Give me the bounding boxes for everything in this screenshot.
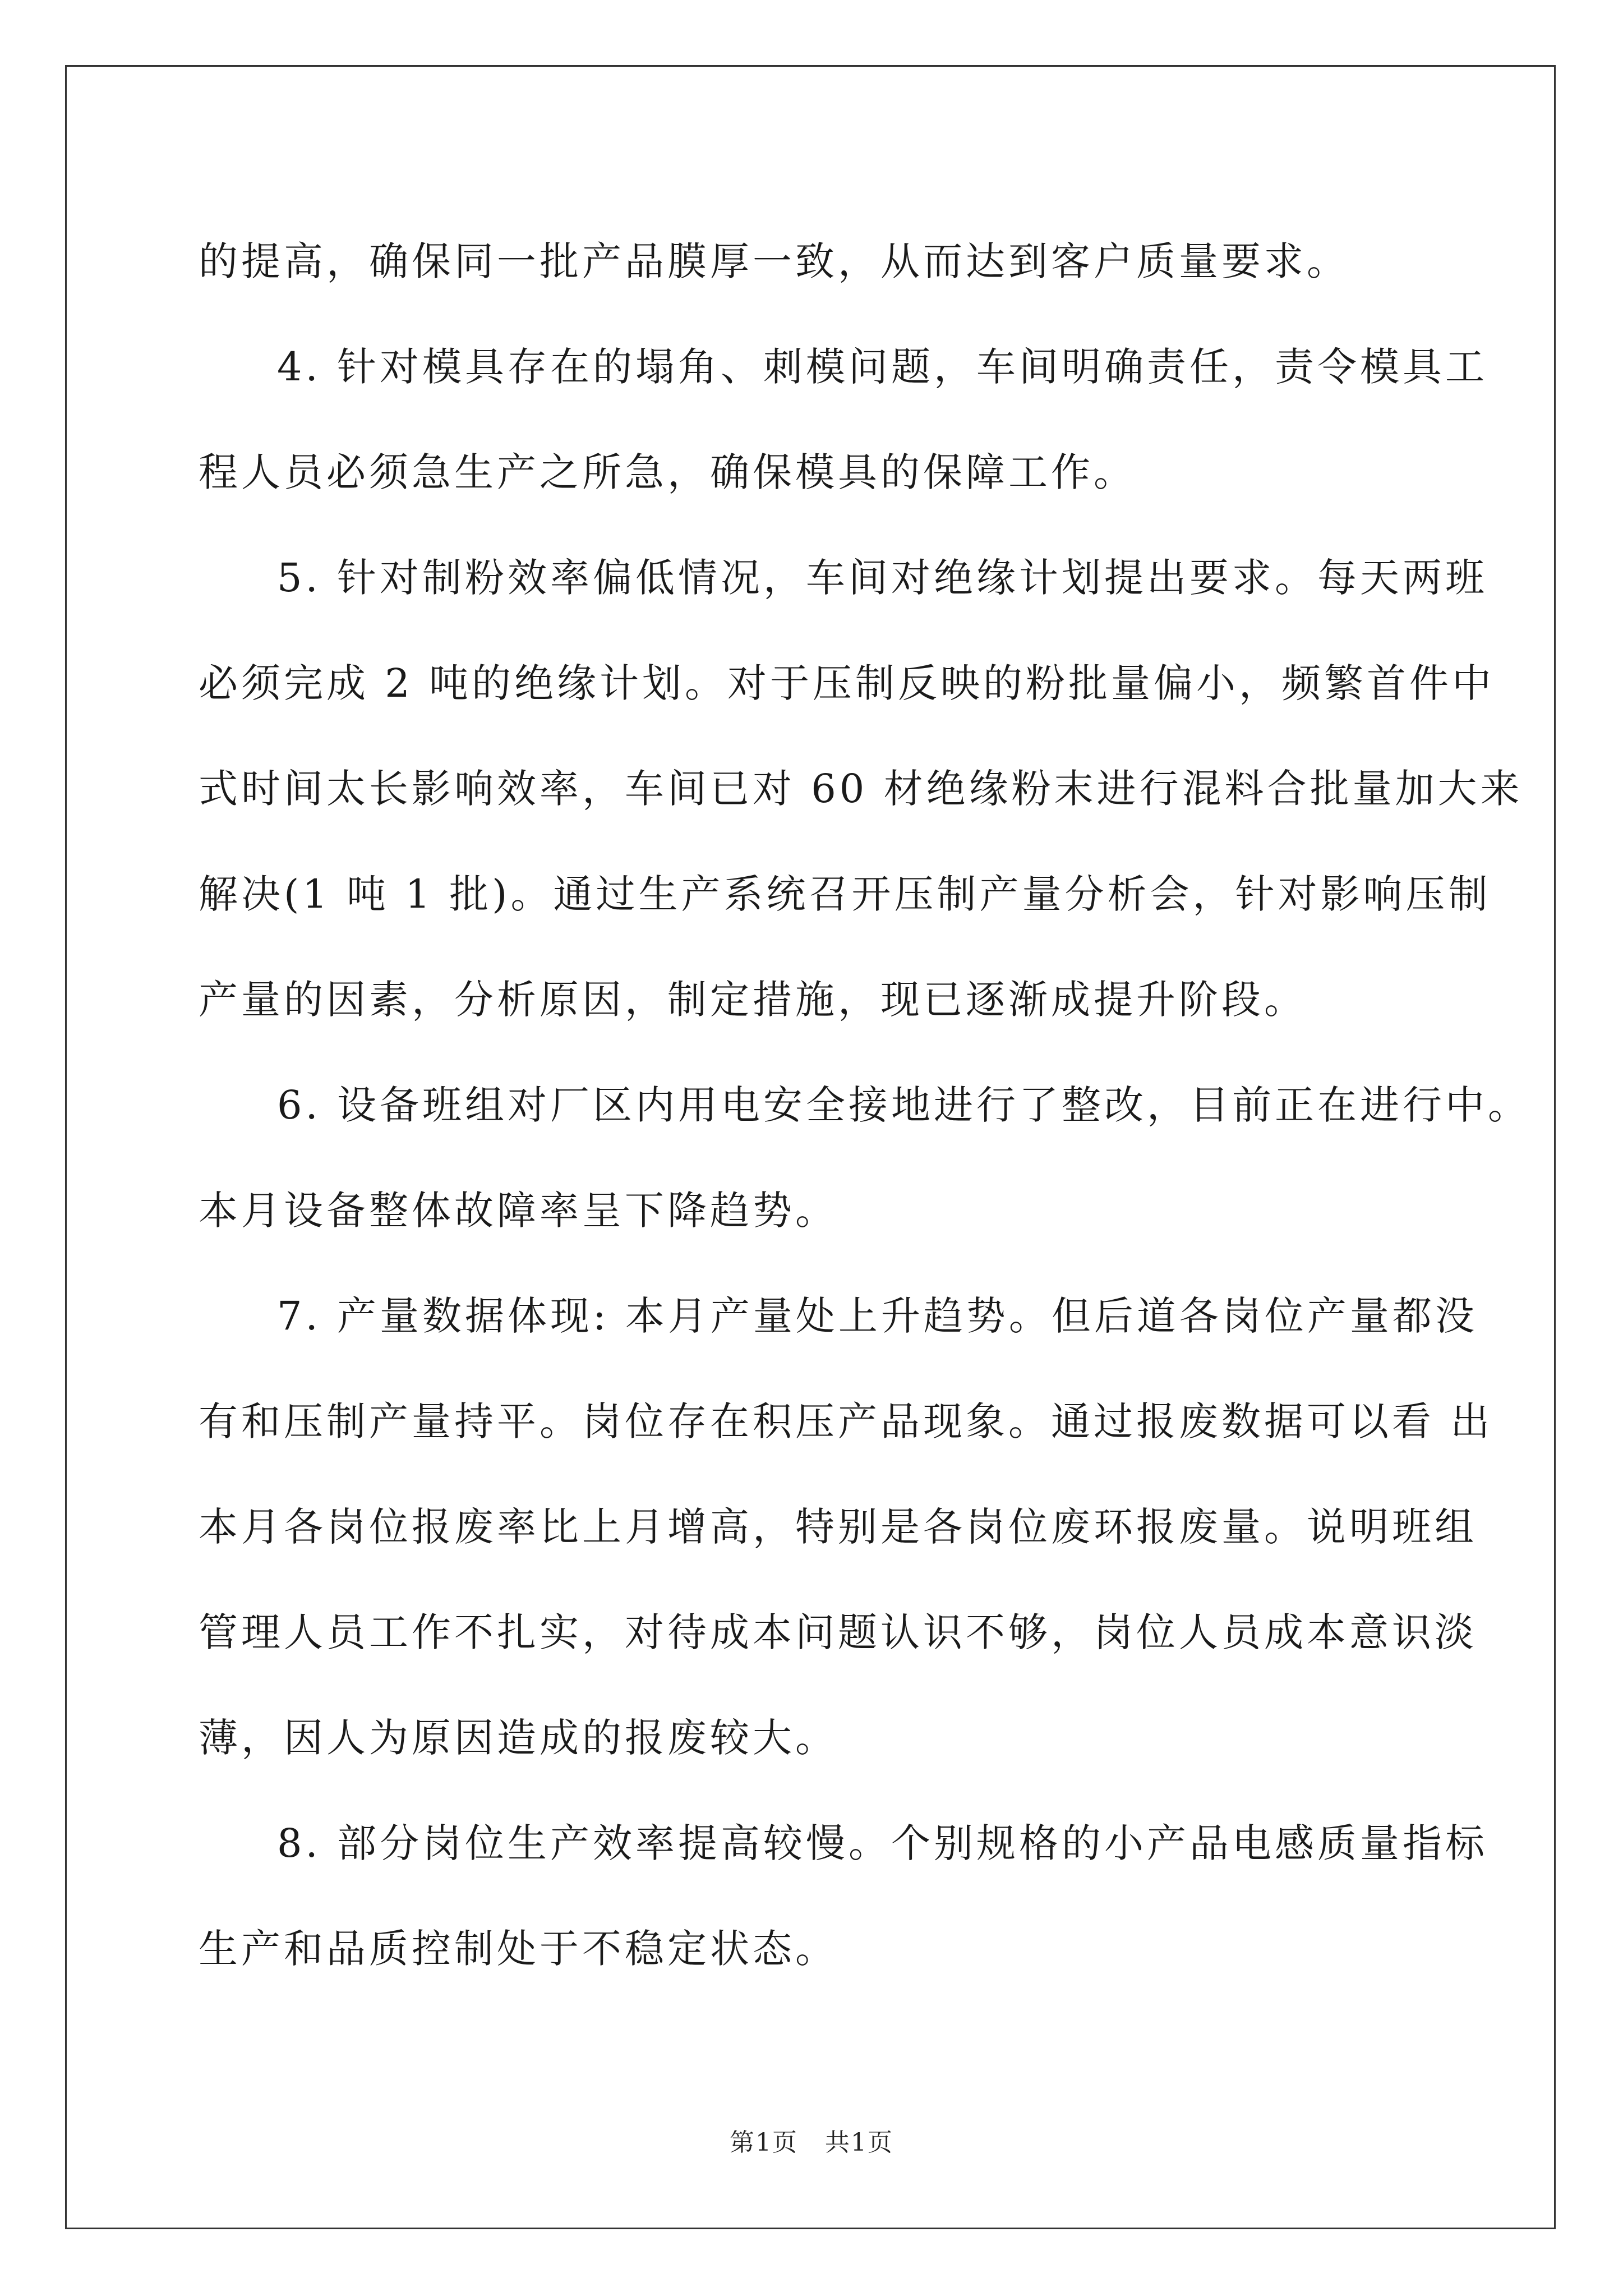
page-total: 共1页 [825, 2128, 893, 2157]
paragraph-line: 必须完成 2 吨的绝缘计划。对于压制反映的粉批量偏小，频繁首件中 [199, 660, 1495, 706]
paragraph-line: 管理人员工作不扎实，对待成本问题认识不够，岗位人员成本意识淡 [199, 1609, 1477, 1655]
paragraph-line: 5. 针对制粉效率偏低情况，车间对绝缘计划提出要求。每天两班 [277, 555, 1488, 601]
paragraph-line: 式时间太长影响效率，车间已对 60 材绝缘粉末进行混料合批量加大来 [199, 766, 1523, 812]
page-number: 第1页 [730, 2128, 798, 2157]
paragraph-line: 7. 产量数据体现: 本月产量处上升趋势。但后道各岗位产量都没 [277, 1293, 1478, 1339]
paragraph-line: 6. 设备班组对厂区内用电安全接地进行了整改，目前正在进行中。 [277, 1082, 1531, 1128]
document-body [199, 209, 1531, 2001]
paragraph-line: 产量的因素，分析原因，制定措施，现已逐渐成提升阶段。 [199, 977, 1307, 1023]
page-footer [0, 2126, 1623, 2160]
paragraph-line: 生产和品质控制处于不稳定状态。 [199, 1926, 838, 1972]
paragraph-line: 本月设备整体故障率呈下降趋势。 [199, 1188, 838, 1234]
paragraph-line: 薄，因人为原因造成的报废较大。 [199, 1715, 838, 1761]
paragraph-line: 8. 部分岗位生产效率提高较慢。个别规格的小产品电感质量指标 [277, 1820, 1488, 1866]
paragraph-line: 解决(1 吨 1 批)。通过生产系统召开压制产量分析会，针对影响压制 [199, 871, 1491, 917]
paragraph-line: 的提高，确保同一批产品膜厚一致，从而达到客户质量要求。 [199, 238, 1349, 284]
paragraph-line: 4. 针对模具存在的塌角、刺模问题，车间明确责任，责令模具工 [277, 344, 1488, 390]
paragraph-line: 有和压制产量持平。岗位存在积压产品现象。通过报废数据可以看 出 [199, 1398, 1493, 1444]
paragraph-line: 本月各岗位报废率比上月增高，特别是各岗位废环报废量。说明班组 [199, 1504, 1477, 1550]
paragraph-line: 程人员必须急生产之所急，确保模具的保障工作。 [199, 449, 1136, 495]
